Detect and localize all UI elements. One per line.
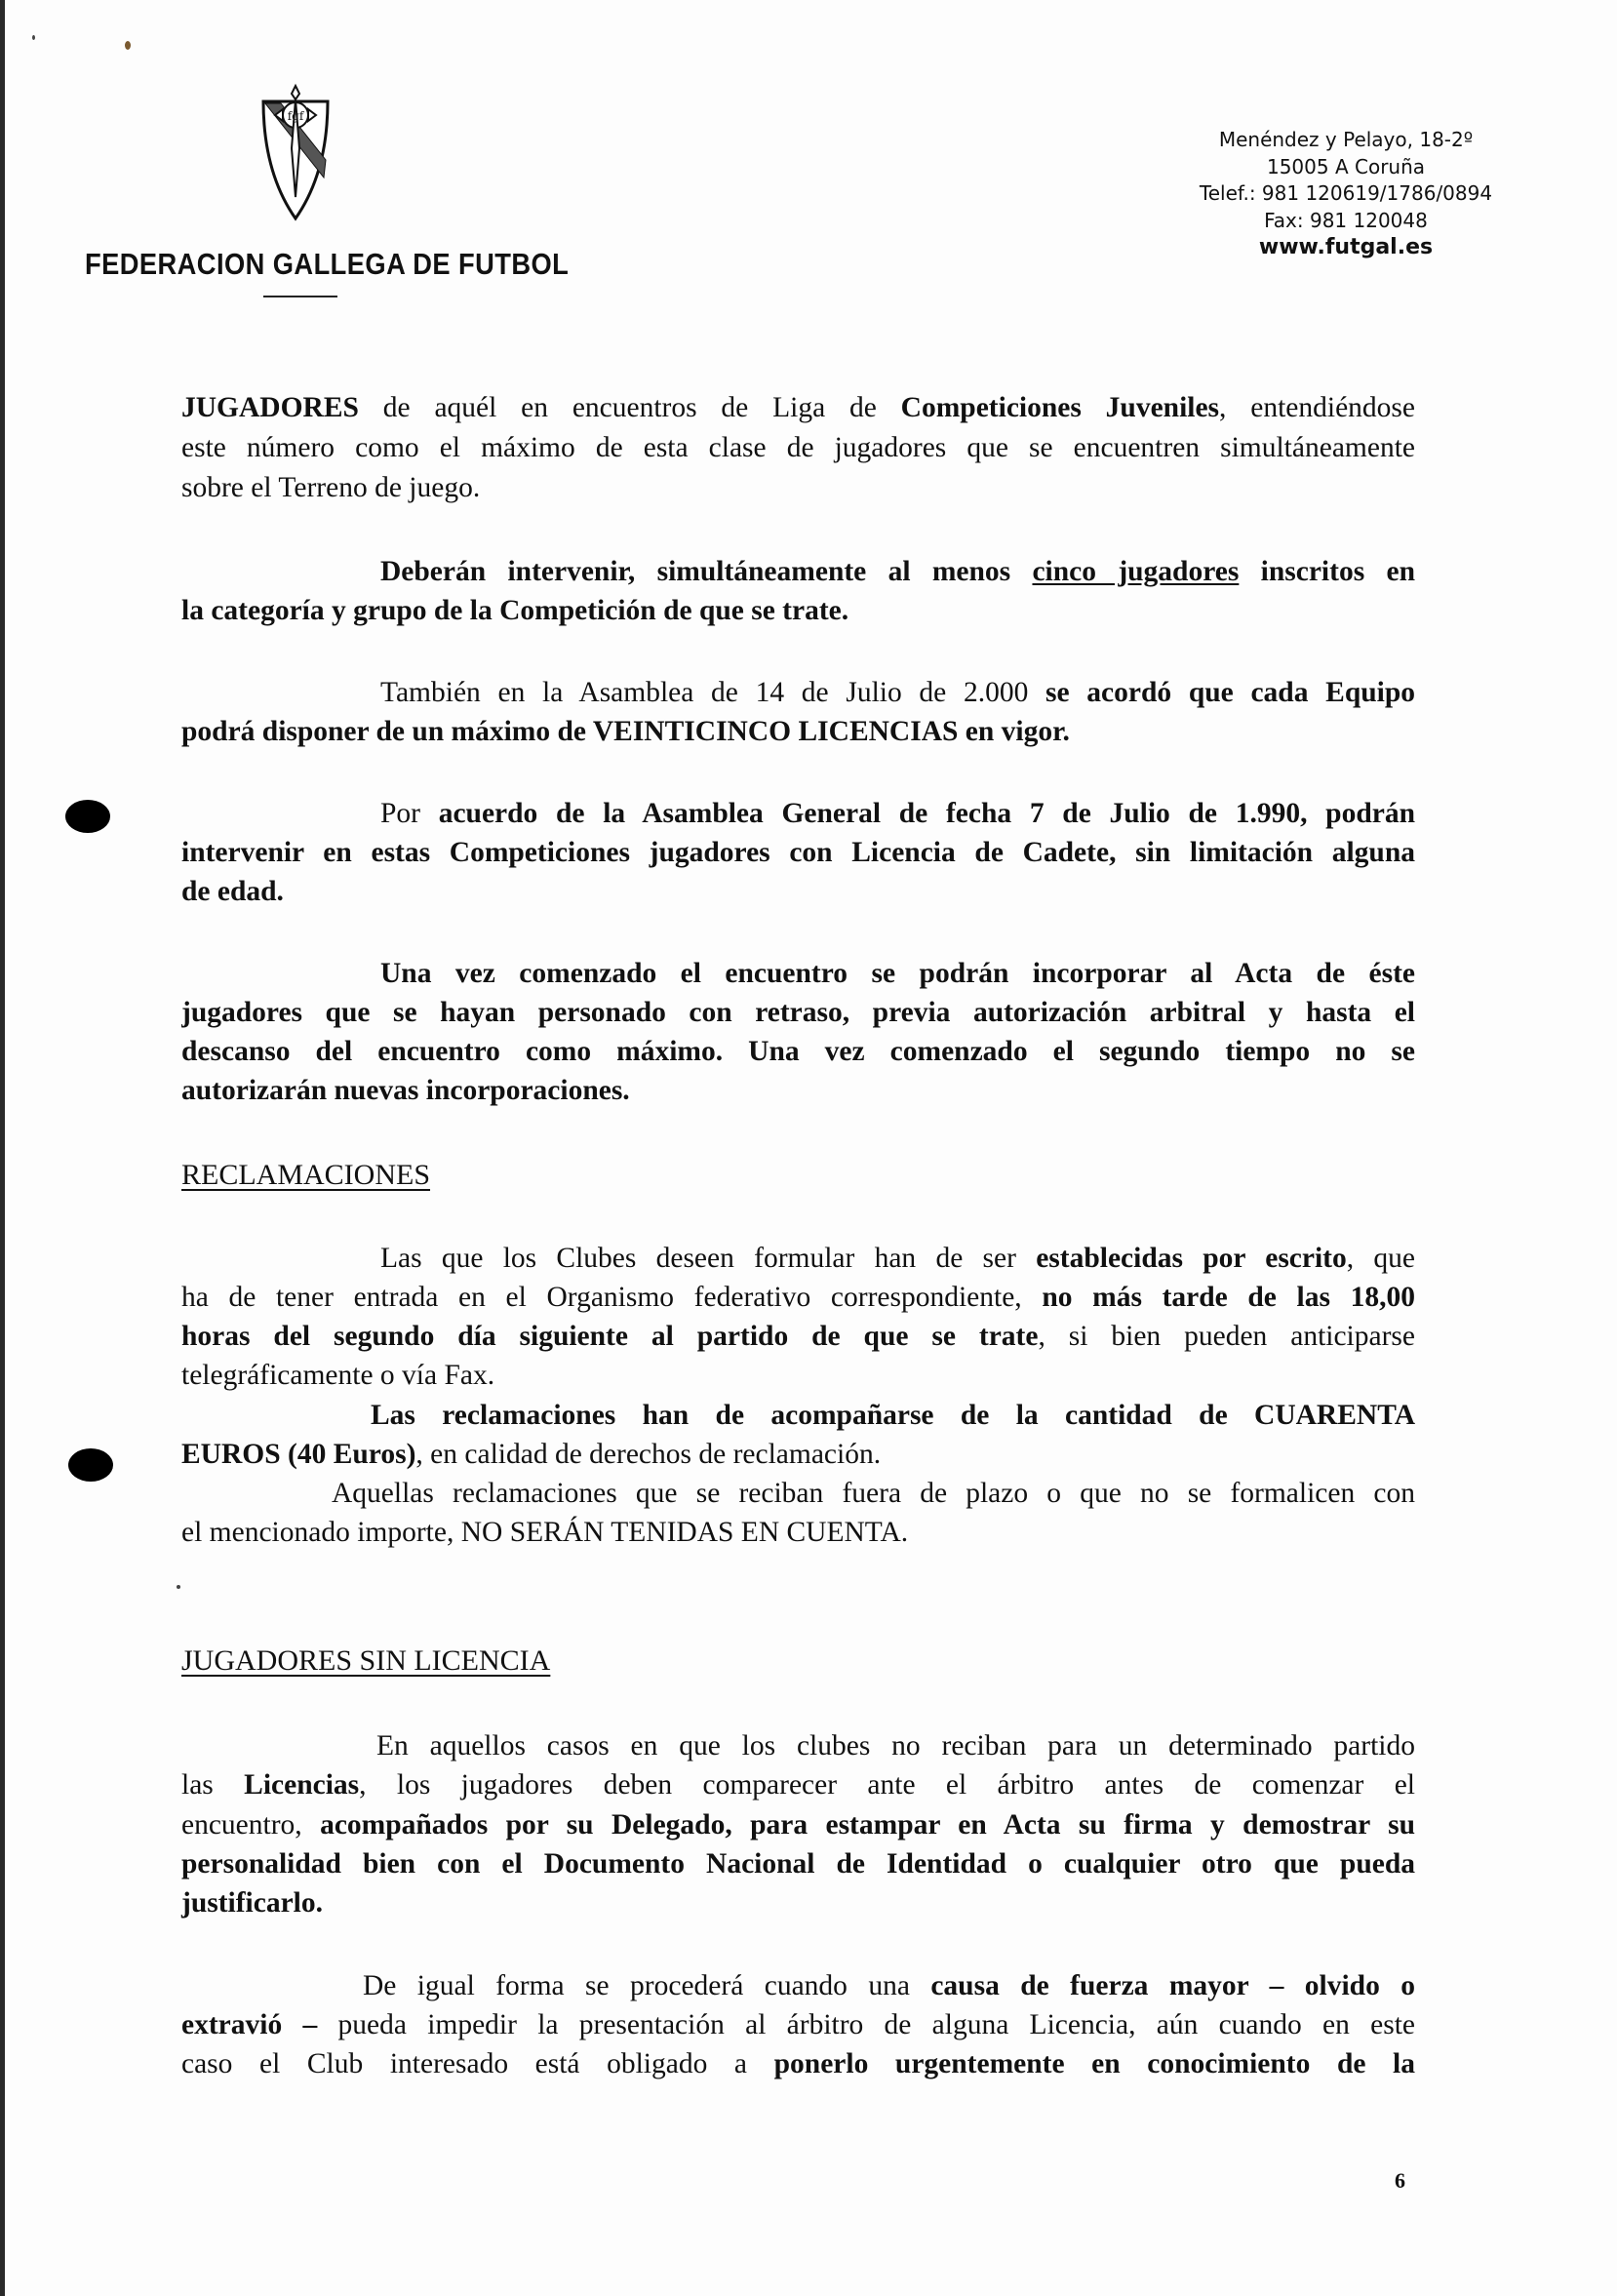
text-run: el mencionado importe, NO SERÁN TENIDAS EN CUENTA. [181,1517,909,1548]
text-line [181,595,1415,627]
text-line [181,1887,1415,1920]
text-line [380,677,1415,712]
text-line [380,556,1415,591]
text-line [380,1243,1415,1278]
text-run: causa de fuerza mayor – olvido o [930,1970,1415,2001]
text-line [181,1036,1415,1071]
text-run: sobre el Terreno de juego. [181,472,481,503]
text-line [181,716,1415,748]
text-run: , entendiéndose [1219,392,1415,423]
scan-speck [32,35,35,40]
text-line [380,798,1415,833]
text-run: intervenir en estas Competiciones jugadores con Licencia de Cadete, sin limitación alguna [181,837,1415,868]
text-run: autorizarán nuevas incorporaciones. [181,1075,630,1106]
text-run: Deberán intervenir, simultáneamente al menos [380,556,1033,587]
address-fax: Fax: 981 120048 [1264,208,1428,232]
text-line [181,432,1415,467]
text-run: JUGADORES [181,392,359,423]
text-run: no más tarde de las 18,00 [1042,1282,1415,1313]
text-line [376,1730,1415,1765]
scan-speck [125,41,131,50]
text-run: caso el Club interesado está obligado a [181,2048,774,2079]
punch-hole [68,1448,113,1482]
text-line [181,1321,1415,1356]
text-run: cinco jugadores [1032,556,1240,587]
text-line [181,876,1415,908]
punch-hole [65,800,110,833]
organization-name: FEDERACION GALLEGA DE FUTBOL [85,247,570,281]
section-heading: JUGADORES SIN LICENCIA [181,1644,551,1677]
text-run: Competiciones Juveniles [900,392,1220,423]
text-run: descanso del encuentro como máximo. Una vez comenzado el segundo tiempo no se [181,1036,1415,1067]
text-line [181,1517,1415,1549]
text-line [181,392,1415,427]
text-run: este número como el máximo de esta clase de jugadores que se encuentren simultáneamente [181,432,1415,463]
text-run: extravió – [181,2009,318,2040]
text-run: En aquellos casos en que los clubes no reciban para un determinado partido [376,1730,1415,1762]
text-run: , en calidad de derechos de reclamación. [415,1439,882,1470]
text-line [181,1282,1415,1317]
scan-speck [177,1585,180,1589]
page-number: 6 [1395,2168,1405,2193]
text-line [363,1970,1415,2005]
text-run: VEINTICINCO LICENCIAS [592,716,959,747]
text-line [181,1439,1415,1471]
text-line [181,997,1415,1032]
address-street: Menéndez y Pelayo, 18-2º [1218,128,1474,151]
text-run: inscritos en [1239,556,1415,587]
text-run: ponerlo urgentemente en conocimiento de la [773,2048,1415,2079]
text-run: justificarlo. [181,1887,324,1919]
website-link[interactable]: www.futgal.es [1258,235,1434,259]
text-run: en vigor. [958,716,1070,747]
text-run: , si bien pueden anticiparse [1038,1321,1415,1352]
text-run: establecidas por escrito [1036,1243,1347,1274]
text-run: También en la Asamblea de 14 de Julio de 2.000 [380,677,1046,708]
text-run: jugadores que se hayan personado con retraso, previa autorización arbitral y hasta el [181,997,1415,1028]
text-run: se acordó que cada Equipo [1045,677,1415,708]
text-line [181,1848,1415,1883]
section-heading: RECLAMACIONES [181,1159,431,1191]
text-run: pueda impedir la presentación al árbitro de alguna Licencia, aún cuando en este [317,2009,1415,2040]
text-run: Licencias [244,1769,360,1801]
text-run: Por [380,798,439,829]
text-line [181,2048,1415,2083]
text-run: de edad. [181,876,284,907]
text-run: De igual forma se procederá cuando una [363,1970,931,2001]
fgf-shield-crest-icon [256,80,335,222]
text-run: Las reclamaciones han de acompañarse de la cantidad de CUARENTA [371,1400,1415,1431]
text-line [371,1400,1415,1435]
text-run: las [181,1769,245,1801]
text-run: horas del segundo día siguiente al partido de que se trate [181,1321,1039,1352]
text-line [181,1769,1415,1804]
organization-underline-divider [263,296,337,297]
text-line [332,1478,1415,1513]
address-city: 15005 A Coruña [1266,154,1426,178]
svg-text:fgf: fgf [287,109,304,123]
text-run: de aquél en encuentros de Liga de [358,392,901,423]
text-run: acuerdo de la Asamblea General de fecha 7 de Julio de 1.990, podrán [438,798,1415,829]
address-block [1151,127,1541,261]
text-line [181,472,1415,504]
text-line [181,837,1415,872]
text-line [181,1809,1415,1844]
text-run: Una vez comenzado el encuentro se podrán incorporar al Acta de éste [380,958,1415,989]
text-run: , que [1346,1243,1415,1274]
text-run: acompañados por su Delegado, para estampar en Acta su firma y demostrar su [320,1809,1415,1841]
address-phone: Telef.: 981 120619/1786/0894 [1199,181,1493,205]
text-run: podrá disponer de un máximo de [181,716,593,747]
text-run: , los jugadores deben comparecer ante el árbitro antes de comenzar el [359,1769,1415,1801]
text-run: ha de tener entrada en el Organismo federativo correspondiente, [181,1282,1043,1313]
text-run: la categoría y grupo de la Competición de que se trate. [181,595,849,626]
text-run: personalidad bien con el Documento Nacional de Identidad o cualquier otro que pueda [181,1848,1415,1880]
text-line [181,1075,1415,1107]
text-run: encuentro, [181,1809,321,1841]
text-run: EUROS (40 Euros) [181,1439,416,1470]
text-run: Las que los Clubes deseen formular han de ser [380,1243,1037,1274]
text-line [181,2009,1415,2044]
text-run: telegráficamente o vía Fax. [181,1360,495,1391]
scan-edge [0,0,5,2296]
text-line [380,958,1415,993]
text-run: Aquellas reclamaciones que se reciban fuera de plazo o que no se formalicen con [332,1478,1415,1509]
text-line [181,1360,1415,1392]
